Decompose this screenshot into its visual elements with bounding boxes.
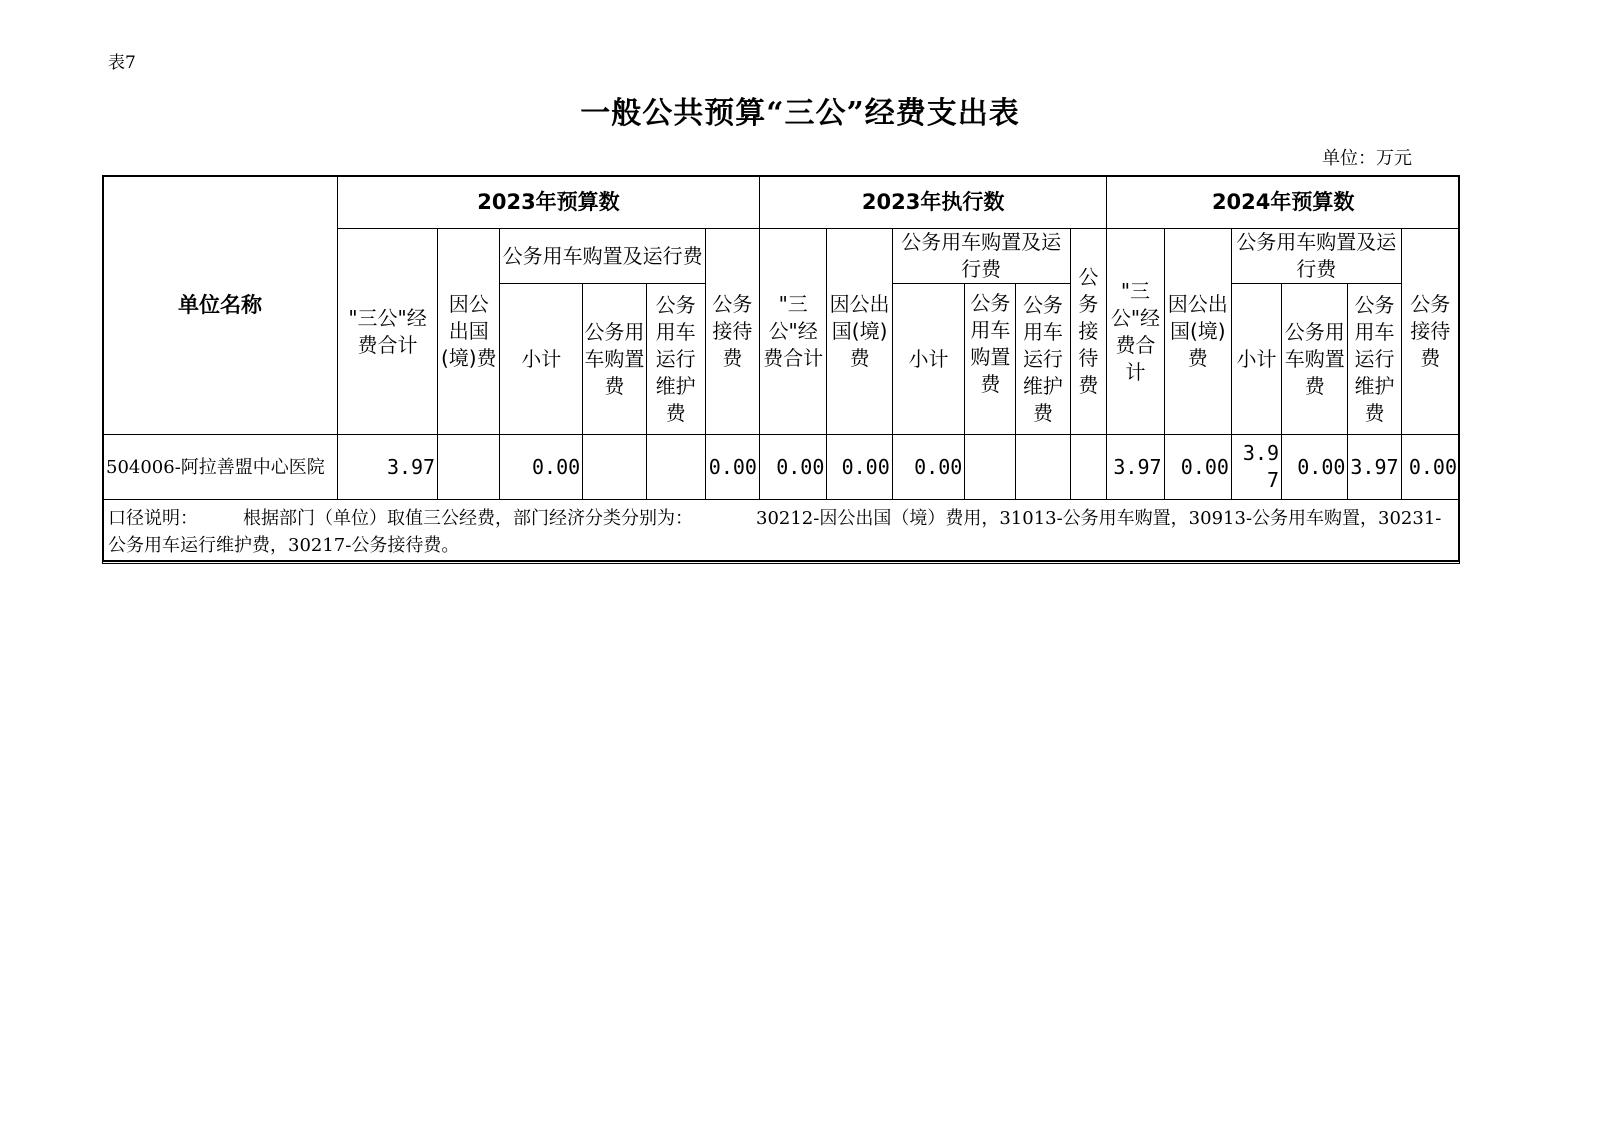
header-group-2023-budget: 2023年预算数 [337,176,759,229]
header-g3-abroad: 因公出国(境)费 [1164,229,1231,435]
cell-g3-total: 3.97 [1107,435,1164,500]
header-group-2024-budget: 2024年预算数 [1107,176,1460,229]
table-outer-border [102,175,1460,562]
header-g1-vehicle: 公务用车购置及运行费 [500,229,705,284]
row-unit-name: 504006-阿拉善盟中心医院 [103,435,338,500]
cell-g1-subtotal: 0.00 [500,435,583,500]
cell-g3-abroad: 0.00 [1164,435,1231,500]
scope-note: 口径说明： 根据部门（单位）取值三公经费，部门经济分类分别为： 30212-因公出国（境）费用，31013-公务用车购置，30913-公务用车购置，30231-公务用车运行维护费，30217-公务接待费。 [103,500,1460,564]
header-g3-total: "三公"经费合计 [1107,229,1164,435]
unit-label: 单位：万元 [1322,148,1412,169]
cell-g3-reception: 0.00 [1401,435,1459,500]
header-g3-operation: 公务用车运行维护费 [1348,284,1401,435]
cell-g1-reception: 0.00 [705,435,759,500]
header-g2-subtotal: 小计 [892,284,965,435]
header-g1-purchase: 公务用车购置费 [583,284,646,435]
header-g2-purchase: 公务用车购置费 [970,291,1011,396]
cell-g2-total: 0.00 [759,435,826,500]
header-g1-abroad: 因公出国(境)费 [438,229,500,435]
header-g1-total: "三公"经费合计 [337,229,437,435]
cell-g3-subtotal: 3.97 [1231,435,1281,500]
header-g2-operation: 公务用车运行维护费 [1016,284,1070,435]
header-unit-name: 单位名称 [103,176,338,435]
header-g1-reception: 公务接待费 [705,229,759,435]
header-g2-abroad: 因公出国(境)费 [827,229,892,435]
page-title: 一般公共预算“三公”经费支出表 [580,96,1020,131]
header-g1-operation: 公务用车运行维护费 [646,284,705,435]
cell-g3-purchase: 0.00 [1282,435,1348,500]
header-g1-subtotal: 小计 [500,284,583,435]
header-g3-reception: 公务接待费 [1401,229,1459,435]
table-number: 表7 [108,53,136,73]
header-g2-total: "三公"经费合计 [759,229,826,435]
header-group-2023-actual: 2023年执行数 [759,176,1106,229]
cell-g2-abroad: 0.00 [827,435,892,500]
header-g3-subtotal: 小计 [1231,284,1281,435]
cell-g3-operation: 3.97 [1348,435,1401,500]
header-g3-vehicle: 公务用车购置及运行费 [1231,229,1401,284]
cell-g2-subtotal: 0.00 [892,435,965,500]
header-g2-vehicle: 公务用车购置及运行费 [892,229,1070,284]
header-g3-purchase: 公务用车购置费 [1282,284,1348,435]
cell-g1-total: 3.97 [337,435,437,500]
header-g2-reception: 公务接待费 [1070,229,1107,435]
